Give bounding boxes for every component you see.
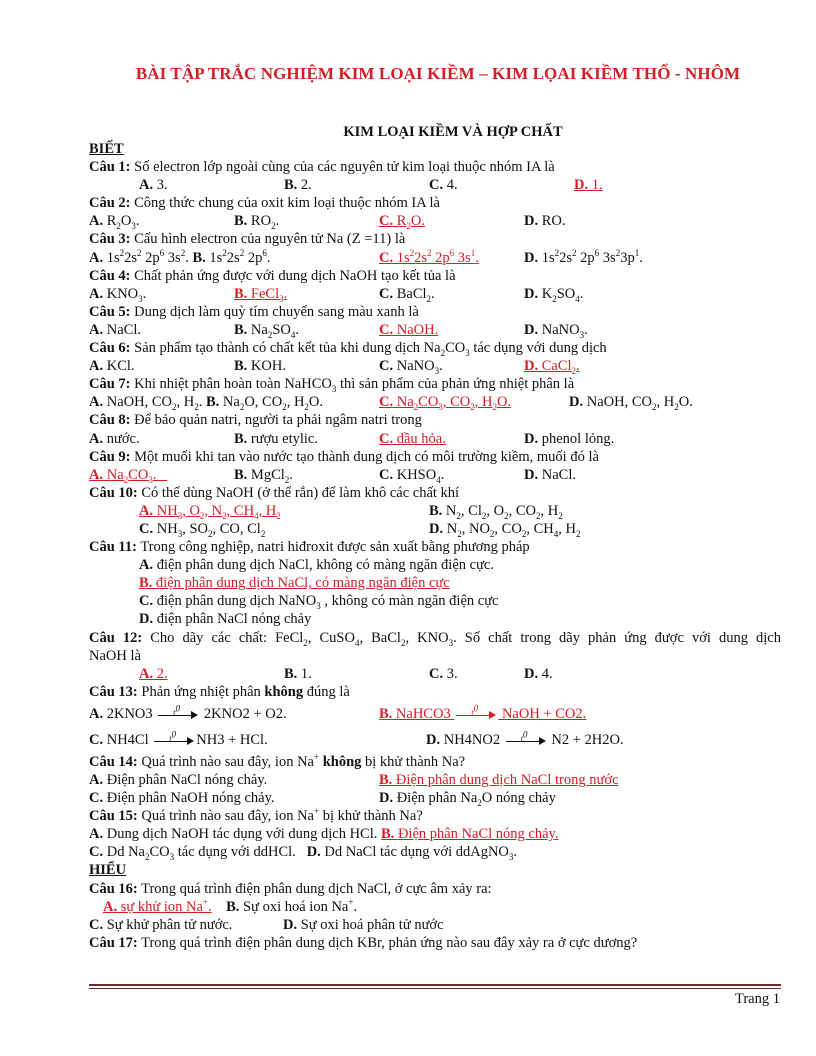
question-9: Câu 9: Một muối khi tan vào nước tạo thành dung dịch có môi trường kiềm, muối đó là — [89, 448, 599, 465]
question-list — [89, 140, 781, 952]
question-12: Câu 12: Cho dãy các chất: FeCl$_2$, CuSO$_4$, BaCl$_2$, $KNO_3$. Số chất trong dãy phản ứng được với dung dịch — [89, 629, 781, 648]
reaction-arrow-icon: $t^0$ — [154, 736, 194, 746]
reaction-arrow-icon: $t^0$ — [506, 736, 546, 746]
question-12-line2: NaOH là — [89, 647, 141, 664]
question-11-option-b: B. điện phân dung dịch NaCl, có màng ngăn điện cực — [139, 575, 450, 592]
question-8: Câu 8: Để bảo quản natri, người ta phải ngâm natri trong — [89, 412, 422, 429]
question-3: Câu 3: Cấu hình electron của nguyên tử Na (Z =11) là — [89, 231, 406, 248]
reaction-arrow-icon: $t^0$ — [456, 710, 496, 720]
question-11-option-d: D. điện phân NaCl nóng chảy — [139, 611, 312, 628]
question-15-options-ab: A. Dung dịch NaOH tác dụng với dung dịch HCl. B. Điện phân NaCl nóng chảy. — [89, 826, 559, 843]
question-2-options: A. $R_2O_3$. B. $RO_2$. C. $R_2O$. D. RO. — [89, 213, 566, 232]
question-6-options: A. KCl. B. KOH. C. NaNO$_3$. D. CaCl$_2$. — [89, 358, 580, 377]
question-14-options-cd: C. Điện phân NaOH nóng chảy. D. Điện phân $Na_2O$ nóng chảy — [89, 790, 556, 808]
section-title: KIM LOẠI KIỀM VÀ HỢP CHẤT — [343, 124, 563, 140]
question-2: Câu 2: Công thức chung của oxit kim loại thuộc nhóm IA là — [89, 195, 440, 212]
question-12-options: A. 2. B. 1. C. 3. D. 4. — [139, 665, 553, 682]
question-13-options-ab: A. 2KNO3 $t^0$ 2KNO2 + O2. B. NaHCO3 $t^0$ NaOH + CO2. — [89, 702, 587, 722]
question-7: Câu 7: Khi nhiệt phân hoàn toàn NaHCO$_3$ thì sản phẩm của phản ứng nhiệt phân là — [89, 376, 575, 395]
question-13: Câu 13: Phản ứng nhiệt phân không đúng là — [89, 683, 350, 700]
question-4: Câu 4: Chất phản ứng được với dung dịch NaOH tạo kết tủa là — [89, 267, 456, 284]
question-1-options: A. 3. B. 2. C. 4. D. 1. — [139, 177, 603, 194]
question-8-options: A. nước. B. rượu etylic. C. dầu hỏa. D. phenol lỏng. — [89, 430, 615, 447]
question-16-options-ab: A. sự khử ion Na+. B. Sự oxi hoá ion Na+. — [103, 896, 358, 915]
question-16-options-cd: C. Sự khử phân tử nước. D. Sự oxi hoá phân tử nước — [89, 916, 444, 933]
document-title: BÀI TẬP TRẮC NGHIỆM KIM LOẠI KIỀM – KIM LỌAI KIỀM THỔ - NHÔM — [135, 64, 741, 83]
question-6: Câu 6: Sản phẩm tạo thành có chất kết tủa khi dung dịch $Na_2CO_3$ tác dụng với dung dịch — [89, 340, 607, 358]
question-13-options-cd: C. NH4Cl $t^0$ NH3 + HCl. D. NH4NO2 $t^0$ N2 + 2H2O. — [89, 728, 624, 748]
footer-divider — [89, 988, 781, 989]
question-11-option-c: C. điện phân dung dịch NaNO$_3$ , không có màn ngăn điện cực — [139, 593, 499, 612]
question-1: Câu 1: Số electron lớp ngoài cùng của các nguyên tử kim loại thuộc nhóm IA là — [89, 159, 555, 176]
question-5-options: A. NaCl. B. $Na_2SO_4$. C. NaOH. D. NaNO$_3$. — [89, 321, 588, 340]
question-5: Câu 5: Dung dịch làm quỳ tím chuyển sang màu xanh là — [89, 303, 419, 320]
question-10-options-ab: A. $NH_3$, $O_2$, $N_2$, $CH_4$, $H_2$ B. $N_2$, $Cl_2$, $O_2$, $CO_2$, $H_2$ — [139, 502, 563, 521]
question-14-options-ab: A. Điện phân NaCl nóng chảy. B. Điện phân dung dịch NaCl trong nước — [89, 772, 619, 788]
question-9-options: A. $Na_2CO_3$. B. MgCl$_2$. C. $KHSO_4$. D. NaCl. — [89, 466, 576, 485]
reaction-arrow-icon: $t^0$ — [158, 710, 198, 720]
question-7-options: A. NaOH, $CO_2$, $H_2$. B. $Na_2O$, $CO_2$, $H_2O$. C. $Na_2CO_3$, $CO_2$, $H_2O$. D. NaOH, $CO_2$, $H_2O$. — [89, 394, 693, 413]
section-biet: BIẾT — [89, 141, 124, 157]
question-15: Câu 15: Quá trình nào sau đây, ion Na+ bị khử thành Na? — [89, 806, 423, 825]
footer-divider — [89, 984, 781, 986]
question-3-options: A. $1s^22s^2$ $2p^6$ $3s^2$. B. $1s^22s^2$ $2p^6$. C. $1s^22s^2$ $2p^6$ $3s^1$. D. $1s^22s^2$ $2p^6$ $3s^23p^1$. — [89, 247, 643, 266]
section-hieu: HIỂU — [89, 862, 127, 879]
question-11-option-a: A. điện phân dung dịch NaCl, không có màng ngăn điện cực. — [139, 557, 494, 574]
question-4-options: A. $KNO_3$. B. FeCl$_3$. C. BaCl$_2$. D. $K_2SO_4$. — [89, 285, 584, 304]
question-15-options-cd: C. Dd $Na_2CO_3$ tác dụng với ddHCl. D. Dd NaCl tác dụng với ddAgNO$_3$. — [89, 844, 518, 863]
question-11: Câu 11: Trong công nghiệp, natri hiđroxit được sản xuất bằng phương pháp — [89, 539, 530, 556]
question-10: Câu 10: Có thể dùng NaOH (ở thể rắn) để làm khô các chất khí — [89, 484, 460, 501]
question-10-options-cd: C. $NH_3$, $SO_2$, CO, $Cl_2$ D. $N_2$, $NO_2$, $CO_2$, $CH_4$, $H_2$ — [139, 520, 581, 539]
question-14: Câu 14: Quá trình nào sau đây, ion Na+ không bị khử thành Na? — [89, 752, 466, 770]
page-number: Trang 1 — [735, 991, 780, 1007]
question-16: Câu 16: Trong quá trình điện phân dung dịch NaCl, ở cực âm xảy ra: — [89, 880, 492, 897]
question-17: Câu 17: Trong quá trình điện phân dung dịch KBr, phản ứng nào sau đây xảy ra ở cực dương? — [89, 934, 638, 951]
